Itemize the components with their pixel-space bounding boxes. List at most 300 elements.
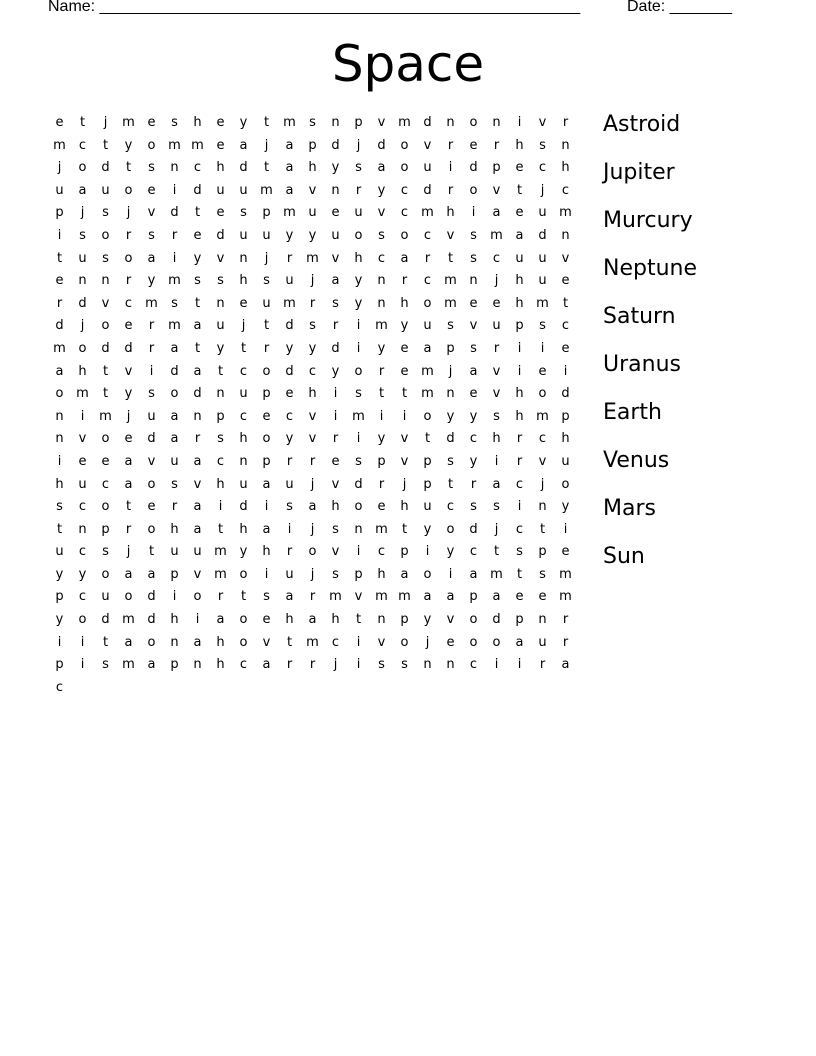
grid-letter: p <box>262 205 271 221</box>
grid-letter: h <box>400 499 409 515</box>
grid-letter: a <box>193 453 202 469</box>
grid-letter: p <box>377 453 386 469</box>
grid-letter: i <box>356 431 361 447</box>
grid-letter: d <box>78 295 87 311</box>
grid-letter: c <box>469 544 478 560</box>
grid-letter: c <box>515 476 524 492</box>
grid-letter: v <box>193 476 202 492</box>
grid-letter: s <box>148 160 155 176</box>
grid-letter: i <box>517 657 522 673</box>
grid-letter: v <box>308 182 317 198</box>
grid-letter: j <box>241 318 246 334</box>
grid-letter: r <box>424 250 431 266</box>
grid-letter: u <box>55 182 64 198</box>
grid-letter: a <box>400 566 409 582</box>
grid-letter: n <box>193 657 202 673</box>
grid-letter: s <box>148 386 155 402</box>
grid-letter: n <box>216 386 225 402</box>
grid-letter: r <box>355 182 362 198</box>
grid-letter: u <box>216 182 225 198</box>
grid-letter: h <box>308 386 317 402</box>
grid-letter: u <box>308 205 317 221</box>
grid-letter: i <box>494 657 499 673</box>
grid-letter: u <box>331 227 340 243</box>
grid-letter: d <box>239 499 248 515</box>
grid-letter: r <box>148 318 155 334</box>
grid-letter: n <box>446 657 455 673</box>
grid-letter: o <box>469 634 478 650</box>
grid-letter: o <box>147 634 156 650</box>
grid-letter: n <box>101 273 110 289</box>
grid-letter: y <box>469 408 478 424</box>
grid-letter: o <box>354 363 363 379</box>
grid-letter: h <box>239 273 248 289</box>
grid-letter: v <box>492 182 501 198</box>
grid-letter: i <box>517 115 522 130</box>
grid-letter: r <box>309 589 316 605</box>
grid-letter: m <box>122 115 135 130</box>
grid-letter: t <box>424 431 431 447</box>
grid-letter: h <box>331 499 340 515</box>
grid-letter: o <box>400 634 409 650</box>
grid-letter: c <box>538 160 547 176</box>
grid-letter: s <box>102 250 109 266</box>
grid-letter: a <box>78 182 87 198</box>
grid-letter: r <box>562 612 569 628</box>
grid-letter: r <box>378 363 385 379</box>
grid-letter: n <box>423 657 432 673</box>
grid-letter: y <box>423 521 432 537</box>
grid-letter: n <box>469 273 478 289</box>
grid-letter: u <box>193 544 202 560</box>
grid-letter: v <box>101 295 110 311</box>
grid-letter: d <box>469 160 478 176</box>
grid-letter: o <box>101 227 110 243</box>
grid-letter: h <box>515 295 524 311</box>
grid-letter: t <box>194 340 201 356</box>
grid-letter: v <box>492 386 501 402</box>
grid-letter: i <box>563 363 568 379</box>
grid-letter: d <box>285 363 294 379</box>
word-list-item: Murcury <box>603 208 693 233</box>
grid-letter: c <box>423 273 432 289</box>
grid-letter: h <box>308 160 317 176</box>
grid-letter: h <box>285 612 294 628</box>
grid-letter: h <box>216 657 225 673</box>
grid-letter: t <box>539 521 546 537</box>
grid-letter: c <box>423 227 432 243</box>
grid-letter: s <box>516 544 523 560</box>
grid-letter: j <box>425 634 430 650</box>
grid-letter: s <box>493 408 500 424</box>
grid-letter: u <box>170 453 179 469</box>
grid-letter: v <box>377 205 386 221</box>
grid-letter: j <box>448 363 453 379</box>
grid-letter: a <box>147 657 156 673</box>
grid-letter: n <box>331 182 340 198</box>
grid-letter: h <box>515 273 524 289</box>
grid-letter: u <box>538 250 547 266</box>
grid-letter: c <box>78 544 87 560</box>
grid-letter: a <box>124 476 133 492</box>
grid-letter: y <box>124 386 133 402</box>
grid-letter: i <box>57 227 62 243</box>
grid-letter: t <box>102 137 109 153</box>
grid-letter: v <box>561 250 570 266</box>
grid-letter: h <box>170 521 179 537</box>
grid-letter: d <box>423 115 432 130</box>
grid-letter: s <box>194 273 201 289</box>
grid-letter: j <box>126 205 131 221</box>
grid-letter: a <box>446 589 455 605</box>
grid-letter: u <box>170 544 179 560</box>
grid-letter: p <box>55 589 64 605</box>
grid-letter: i <box>333 386 338 402</box>
grid-letter: n <box>561 227 570 243</box>
grid-letter: v <box>216 250 225 266</box>
grid-letter: o <box>400 137 409 153</box>
grid-letter: i <box>80 408 85 424</box>
grid-letter: s <box>447 318 454 334</box>
grid-letter: h <box>446 205 455 221</box>
grid-letter: u <box>55 544 64 560</box>
grid-letter: o <box>101 318 110 334</box>
grid-letter: r <box>286 250 293 266</box>
grid-letter: h <box>239 431 248 447</box>
grid-letter: v <box>193 566 202 582</box>
grid-letter: c <box>101 476 110 492</box>
grid-letter: u <box>561 453 570 469</box>
grid-letter: a <box>492 205 501 221</box>
grid-letter: s <box>171 476 178 492</box>
grid-letter: h <box>400 295 409 311</box>
word-list-item: Sun <box>603 544 645 569</box>
grid-letter: e <box>561 544 570 560</box>
grid-letter: r <box>125 521 132 537</box>
grid-letter: v <box>377 634 386 650</box>
grid-letter: a <box>308 612 317 628</box>
grid-letter: n <box>216 295 225 311</box>
word-list-item: Uranus <box>603 352 681 377</box>
grid-letter: n <box>561 137 570 153</box>
grid-letter: i <box>333 408 338 424</box>
grid-letter: s <box>539 566 546 582</box>
grid-letter: u <box>239 476 248 492</box>
grid-letter: s <box>355 160 362 176</box>
grid-letter: a <box>262 521 271 537</box>
grid-letter: j <box>333 657 338 673</box>
grid-letter: e <box>262 408 271 424</box>
grid-letter: o <box>469 115 478 130</box>
grid-letter: v <box>308 431 317 447</box>
grid-letter: o <box>561 476 570 492</box>
grid-letter: i <box>471 205 476 221</box>
grid-letter: m <box>444 295 457 311</box>
grid-letter: s <box>102 657 109 673</box>
grid-letter: m <box>375 589 388 605</box>
grid-letter: v <box>423 137 432 153</box>
grid-letter: r <box>447 137 454 153</box>
grid-letter: t <box>355 612 362 628</box>
grid-letter: r <box>516 431 523 447</box>
grid-letter: c <box>193 160 202 176</box>
grid-letter: r <box>516 453 523 469</box>
grid-letter: e <box>515 160 524 176</box>
grid-letter: e <box>561 340 570 356</box>
grid-letter: d <box>147 589 156 605</box>
grid-letter: a <box>216 612 225 628</box>
grid-letter: j <box>126 408 131 424</box>
grid-letter: c <box>377 250 386 266</box>
grid-letter: v <box>331 476 340 492</box>
grid-letter: t <box>102 363 109 379</box>
grid-letter: u <box>147 408 156 424</box>
grid-letter: c <box>239 657 248 673</box>
grid-letter: y <box>400 318 409 334</box>
grid-letter: r <box>171 499 178 515</box>
grid-letter: d <box>101 160 110 176</box>
grid-letter: o <box>262 363 271 379</box>
grid-letter: d <box>331 340 340 356</box>
grid-letter: i <box>448 160 453 176</box>
grid-letter: d <box>170 363 179 379</box>
grid-letter: t <box>217 521 224 537</box>
grid-letter: v <box>308 408 317 424</box>
grid-letter: o <box>239 634 248 650</box>
grid-letter: y <box>377 340 386 356</box>
grid-letter: y <box>561 499 570 515</box>
grid-letter: a <box>193 318 202 334</box>
grid-letter: c <box>400 182 409 198</box>
grid-letter: d <box>538 227 547 243</box>
grid-letter: i <box>517 499 522 515</box>
grid-letter: j <box>80 205 85 221</box>
grid-letter: u <box>423 318 432 334</box>
grid-letter: r <box>493 340 500 356</box>
grid-letter: m <box>559 566 572 582</box>
grid-letter: m <box>214 566 227 582</box>
grid-letter: a <box>193 499 202 515</box>
grid-letter: h <box>515 386 524 402</box>
grid-letter: i <box>356 340 361 356</box>
grid-letter: u <box>423 499 432 515</box>
grid-letter: m <box>168 273 181 289</box>
grid-letter: s <box>148 227 155 243</box>
grid-letter: e <box>147 182 156 198</box>
grid-letter: d <box>216 227 225 243</box>
grid-letter: n <box>446 386 455 402</box>
grid-letter: h <box>262 544 271 560</box>
grid-letter: c <box>492 250 501 266</box>
grid-letter: c <box>308 363 317 379</box>
grid-letter: n <box>331 115 340 130</box>
grid-letter: p <box>561 408 570 424</box>
grid-letter: o <box>193 589 202 605</box>
grid-letter: u <box>78 250 87 266</box>
grid-letter: a <box>55 363 64 379</box>
grid-letter: m <box>421 363 434 379</box>
grid-letter: o <box>239 612 248 628</box>
grid-letter: r <box>263 340 270 356</box>
grid-letter: e <box>515 589 524 605</box>
grid-letter: d <box>193 386 202 402</box>
grid-letter: d <box>331 137 340 153</box>
grid-letter: s <box>56 499 63 515</box>
grid-letter: t <box>263 318 270 334</box>
grid-letter: i <box>448 566 453 582</box>
grid-letter: e <box>124 318 133 334</box>
grid-letter: r <box>286 544 293 560</box>
grid-letter: p <box>446 340 455 356</box>
grid-letter: m <box>214 544 227 560</box>
grid-letter: s <box>355 453 362 469</box>
grid-letter: m <box>260 182 273 198</box>
grid-letter: o <box>101 431 110 447</box>
grid-letter: u <box>239 182 248 198</box>
grid-letter: u <box>492 318 501 334</box>
grid-letter: o <box>78 160 87 176</box>
grid-letter: p <box>308 137 317 153</box>
grid-letter: h <box>515 137 524 153</box>
grid-letter: y <box>331 160 340 176</box>
grid-letter: v <box>124 363 133 379</box>
grid-letter: r <box>309 657 316 673</box>
grid-letter: c <box>331 634 340 650</box>
grid-letter: i <box>218 499 223 515</box>
grid-letter: i <box>287 521 292 537</box>
grid-letter: j <box>540 476 545 492</box>
grid-letter: s <box>539 318 546 334</box>
grid-letter: j <box>310 273 315 289</box>
grid-letter: e <box>285 386 294 402</box>
grid-letter: a <box>170 408 179 424</box>
grid-letter: o <box>78 340 87 356</box>
grid-letter: e <box>400 363 409 379</box>
grid-letter: e <box>515 205 524 221</box>
grid-letter: t <box>56 521 63 537</box>
grid-letter: h <box>216 634 225 650</box>
grid-letter: r <box>171 227 178 243</box>
grid-letter: v <box>469 318 478 334</box>
grid-letter: v <box>446 227 455 243</box>
grid-letter: n <box>377 273 386 289</box>
grid-letter: c <box>446 499 455 515</box>
grid-letter: t <box>286 634 293 650</box>
grid-letter: t <box>56 250 63 266</box>
grid-letter: v <box>377 115 386 130</box>
grid-letter: y <box>377 182 386 198</box>
grid-letter: d <box>469 521 478 537</box>
grid-letter: c <box>561 318 570 334</box>
grid-letter: u <box>285 566 294 582</box>
grid-letter: o <box>78 612 87 628</box>
grid-letter: a <box>285 589 294 605</box>
grid-letter: r <box>286 453 293 469</box>
grid-letter: m <box>145 295 158 311</box>
grid-letter: p <box>400 612 409 628</box>
grid-letter: c <box>216 453 225 469</box>
grid-letter: y <box>285 227 294 243</box>
grid-letter: n <box>55 431 64 447</box>
grid-letter: d <box>170 205 179 221</box>
grid-letter: y <box>354 295 363 311</box>
grid-letter: r <box>562 634 569 650</box>
grid-letter: a <box>492 589 501 605</box>
grid-letter: a <box>561 657 570 673</box>
grid-letter: r <box>470 476 477 492</box>
grid-letter: a <box>469 363 478 379</box>
grid-letter: s <box>378 657 385 673</box>
grid-letter: t <box>401 521 408 537</box>
grid-letter: r <box>332 318 339 334</box>
grid-letter: e <box>147 499 156 515</box>
grid-letter: i <box>172 182 177 198</box>
grid-letter: v <box>147 205 156 221</box>
grid-letter: s <box>217 273 224 289</box>
grid-letter: h <box>193 115 202 130</box>
grid-letter: m <box>168 318 181 334</box>
grid-letter: m <box>283 295 296 311</box>
grid-letter: j <box>264 137 269 153</box>
grid-letter: p <box>170 566 179 582</box>
grid-letter: t <box>102 386 109 402</box>
grid-letter: m <box>306 634 319 650</box>
grid-letter: e <box>492 295 501 311</box>
grid-letter: e <box>147 115 156 130</box>
grid-letter: m <box>122 612 135 628</box>
grid-letter: s <box>401 657 408 673</box>
grid-letter: o <box>400 160 409 176</box>
grid-letter: t <box>148 544 155 560</box>
grid-letter: o <box>239 566 248 582</box>
grid-letter: e <box>216 137 225 153</box>
grid-letter: h <box>377 566 386 582</box>
grid-letter: y <box>239 544 248 560</box>
grid-letter: m <box>306 250 319 266</box>
grid-letter: j <box>310 521 315 537</box>
grid-letter: t <box>378 386 385 402</box>
grid-letter: t <box>102 634 109 650</box>
grid-letter: r <box>309 453 316 469</box>
grid-letter: t <box>240 340 247 356</box>
grid-letter: c <box>285 408 294 424</box>
grid-letter: r <box>217 589 224 605</box>
grid-letter: i <box>425 544 430 560</box>
grid-letter: m <box>398 115 411 130</box>
grid-letter: a <box>239 137 248 153</box>
grid-letter: o <box>423 295 432 311</box>
name-field: Name: ______________________________________________________ <box>48 0 581 15</box>
grid-letter: s <box>470 340 477 356</box>
grid-letter: p <box>515 318 524 334</box>
grid-letter: u <box>216 318 225 334</box>
grid-letter: s <box>470 250 477 266</box>
grid-letter: y <box>193 250 202 266</box>
grid-letter: i <box>356 544 361 560</box>
grid-letter: y <box>308 227 317 243</box>
grid-letter: t <box>217 363 224 379</box>
grid-letter: h <box>515 408 524 424</box>
grid-letter: c <box>239 363 248 379</box>
grid-letter: y <box>147 273 156 289</box>
grid-letter: i <box>356 318 361 334</box>
grid-letter: o <box>423 408 432 424</box>
grid-letter: n <box>239 453 248 469</box>
grid-letter: c <box>469 657 478 673</box>
grid-letter: m <box>559 589 572 605</box>
grid-letter: h <box>492 431 501 447</box>
grid-letter: p <box>55 205 64 221</box>
